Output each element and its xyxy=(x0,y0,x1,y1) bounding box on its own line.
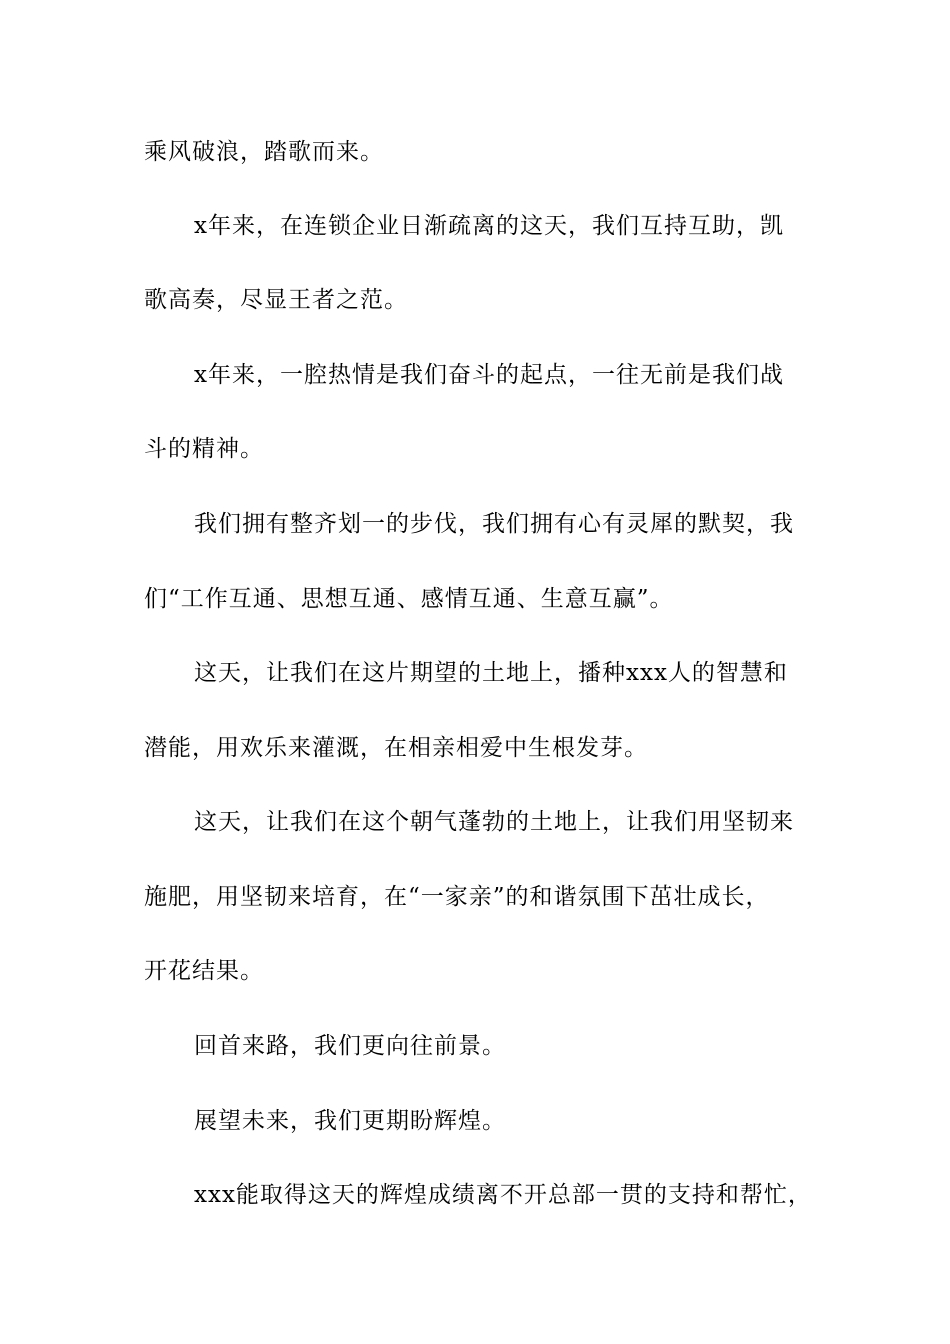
text-line: 斗的精神。 xyxy=(144,436,264,462)
text-line: xxx能取得这天的辉煌成绩离不开总部一贯的支持和帮忙， xyxy=(194,1182,812,1208)
text-line: 这天，让我们在这片期望的土地上，播种xxx人的智慧和 xyxy=(194,660,788,686)
text-line: 乘风破浪，踏歌而来。 xyxy=(144,139,384,165)
text-line: x年来，在连锁企业日渐疏离的这天，我们互持互助，凯 xyxy=(194,213,784,239)
text-line: 这天，让我们在这个朝气蓬勃的土地上，让我们用坚韧来 xyxy=(194,809,794,835)
text-line: 开花结果。 xyxy=(144,958,264,984)
text-line: 歌高奏，尽显王者之范。 xyxy=(144,287,408,313)
text-line: 潜能，用欢乐来灌溉，在相亲相爱中生根发芽。 xyxy=(144,735,648,761)
text-line: x年来，一腔热情是我们奋斗的起点，一往无前是我们战 xyxy=(194,362,784,388)
text-line: 我们拥有整齐划一的步伐，我们拥有心有灵犀的默契，我 xyxy=(194,511,794,537)
text-line: 展望未来，我们更期盼辉煌。 xyxy=(194,1108,506,1134)
text-line: 施肥，用坚韧来培育，在“一家亲”的和谐氛围下茁壮成长， xyxy=(144,884,770,910)
text-line: 们“工作互通、思想互通、感情互通、生意互赢”。 xyxy=(144,586,674,612)
text-line: 回首来路，我们更向往前景。 xyxy=(194,1033,506,1059)
